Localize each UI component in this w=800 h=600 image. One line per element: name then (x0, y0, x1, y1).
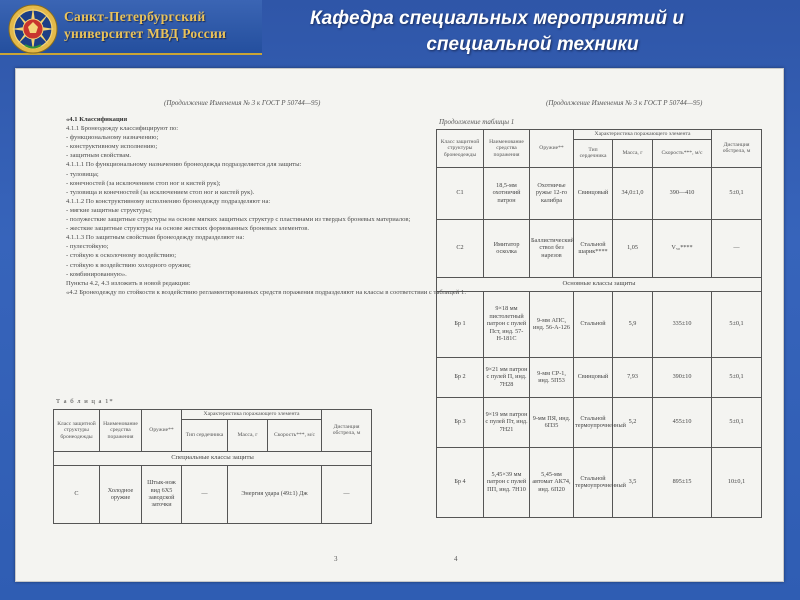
header-speed: Скорость***, м/с (268, 419, 322, 451)
header-means: Наименование средства поражения (100, 410, 142, 452)
slide-header (0, 0, 800, 62)
cell-means: 18,5-мм охотничий патрон (484, 167, 530, 219)
scanned-document (15, 68, 784, 582)
cell-speed: 390±10 (653, 357, 712, 397)
cell-distance: — (712, 219, 762, 277)
cell-class: С (54, 465, 100, 523)
cell-class: Бр 2 (437, 357, 484, 397)
text-line: 4.1.1.2 По конструктивному исполнению бронеодежду подразделяют на: (66, 197, 271, 205)
text-line: - стойкую к воздействию холодного оружия; (66, 261, 191, 269)
cell-speed: 335±10 (653, 291, 712, 357)
protection-class-table (53, 409, 372, 524)
table-section-special: Специальные классы защиты (54, 451, 372, 465)
university-name (64, 8, 260, 42)
text-line: - конструктивному исполнению; (66, 143, 158, 151)
text-line: - туловища и конечностей (за исключением стоп ног и кистей рук). (66, 188, 255, 196)
table-continuation-label: Продолжение таблицы 1 (439, 118, 515, 126)
cell-weapon: 5,45-мм автомат АК74, инд. 6П20 (530, 447, 574, 517)
running-head: (Продолжение Изменения № 3 к ГОСТ Р 50744—95) (164, 99, 321, 107)
cell-weapon: Охотничье ружье 12-го калибра (530, 167, 574, 219)
header-distance: Дистанция обстрела, м (712, 130, 762, 168)
header-characteristics: Характеристика поражающего элемента (574, 130, 712, 140)
university-logo-panel (0, 0, 262, 55)
cell-means: 9×21 мм патрон с пулей П, инд. 7Н28 (484, 357, 530, 397)
cell-class: С2 (437, 219, 484, 277)
cell-weapon: Баллистический ствол без нарезов (530, 219, 574, 277)
cell-type: Свинцовый (574, 357, 613, 397)
cell-class: С1 (437, 167, 484, 219)
cell-distance: 5±0,1 (712, 397, 762, 447)
cell-type: Стальной (574, 291, 613, 357)
text-line: - полужесткие защитные структуры на основе мягких защитных структур с пластинами из твердых броневых материалов; (66, 216, 411, 224)
header-mass: Масса, г (613, 139, 653, 167)
cell-speed: 390—410 (653, 167, 712, 219)
text-line: - комбинированную». (66, 270, 127, 278)
header-distance: Дистанция обстрела, м (322, 410, 372, 452)
text-line: - защитным свойствам. (66, 152, 132, 160)
document-page-right (396, 69, 785, 583)
table-row (437, 447, 762, 517)
cell-speed: 895±15 (653, 447, 712, 517)
header-class: Класс защитной структуры бронеодежды (54, 410, 100, 452)
table-row (437, 357, 762, 397)
text-line: - туловища; (66, 170, 99, 178)
text-line: «4.2 Бронеодежду по стойкости к воздействию регламентированных средств поражения подразделяют на классы в соответствии с таблицей 1. (66, 288, 466, 296)
cell-means: 5,45×39 мм патрон с пулей ПП, инд. 7Н10 (484, 447, 530, 517)
cell-distance: 5±0,1 (712, 167, 762, 219)
cell-mass: 3,5 (613, 447, 653, 517)
header-type: Тип сердечника (182, 419, 228, 451)
cell-type: Стальной термоупрочненный (574, 397, 613, 447)
cell-speed: V₅₀**** (653, 219, 712, 277)
cell-type: Свинцовый (574, 167, 613, 219)
university-name-line-2: университет МВД России (64, 26, 227, 41)
cell-class: Бр 1 (437, 291, 484, 357)
text-line: 4.1.1.3 По защитным свойствам бронеодежду подразделяют на: (66, 234, 245, 242)
cell-class: Бр 4 (437, 447, 484, 517)
text-line: 4.1.1 Бронеодежду классифицируют по: (66, 125, 179, 133)
cell-means: 9×18 мм пистолетный патрон с пулей Пст, инд. 57-Н-181С (484, 291, 530, 357)
text-line: - стойкую к осколочному воздействию; (66, 252, 177, 260)
text-line: Пункты 4.2, 4.3 изложить в новой редакции: (66, 279, 191, 287)
cell-type: — (182, 465, 228, 523)
page-number: 4 (454, 555, 458, 563)
slide-title-line-2: специальной техники (426, 34, 639, 55)
cell-weapon: 9-мм АПС, инд. 56-А-126 (530, 291, 574, 357)
header-mass: Масса, г (228, 419, 268, 451)
cell-type: Стальной термоупрочненный (574, 447, 613, 517)
cell-weapon: Штык-нож вид 6Х5 заводской заточки (142, 465, 182, 523)
header-characteristics: Характеристика поражающего элемента (182, 410, 322, 420)
cell-means: 9×19 мм патрон с пулей Пт, инд. 7Н21 (484, 397, 530, 447)
page-number: 3 (334, 555, 338, 563)
running-head: (Продолжение Изменения № 3 к ГОСТ Р 50744—95) (546, 99, 703, 107)
slide-title (270, 6, 795, 58)
cell-distance: 5±0,1 (712, 291, 762, 357)
table-row (437, 291, 762, 357)
text-line: - конечностей (за исключением стоп ног и кистей рук); (66, 179, 221, 187)
text-line: «4.1 Классификация (66, 116, 128, 123)
text-line: - пулестойкую; (66, 243, 109, 251)
cell-distance: — (322, 465, 372, 523)
header-class: Класс защитной структуры бронеодежды (437, 130, 484, 168)
cell-speed: 455±10 (653, 397, 712, 447)
cell-means: Имитатор осколка (484, 219, 530, 277)
slide-title-line-1: Кафедра специальных мероприятий и (310, 8, 684, 29)
table-label: Т а б л и ц а 1* (56, 398, 114, 405)
header-speed: Скорость***, м/с (653, 139, 712, 167)
cell-means: Холодное оружие (100, 465, 142, 523)
header-weapon: Оружие** (142, 410, 182, 452)
cell-type: Стальной шарик**** (574, 219, 613, 277)
cell-distance: 5±0,1 (712, 357, 762, 397)
cell-mass: 34,0±1,0 (613, 167, 653, 219)
cell-weapon: 9-мм СР-1, инд. 5П53 (530, 357, 574, 397)
mvd-university-emblem-icon (7, 3, 59, 55)
text-line: - функциональному назначению; (66, 134, 159, 142)
text-line: 4.1.1.1 По функциональному назначению бронеодежда подразделяется для защиты: (66, 161, 302, 169)
header-means: Наименование средства поражения (484, 130, 530, 168)
header-type: Тип сердечника (574, 139, 613, 167)
table-row (437, 219, 762, 277)
cell-class: Бр 3 (437, 397, 484, 447)
table-row (54, 465, 372, 523)
cell-mass: 5,9 (613, 291, 653, 357)
text-line: - мягкие защитные структуры; (66, 206, 152, 214)
cell-mass: 7,93 (613, 357, 653, 397)
cell-mass: 5,2 (613, 397, 653, 447)
header-weapon: Оружие** (530, 130, 574, 168)
cell-distance: 10±0,1 (712, 447, 762, 517)
table-row (437, 167, 762, 219)
cell-weapon: 9-мм ПЯ, инд. 6П35 (530, 397, 574, 447)
cell-mass-speed: Энергия удара (49±1) Дж (228, 465, 322, 523)
text-line: - жесткие защитные структуры на основе жестких формованных броневых элементов. (66, 225, 309, 233)
cell-mass: 1,05 (613, 219, 653, 277)
protection-class-table-continued (436, 129, 762, 518)
table-row (437, 397, 762, 447)
university-name-line-1: Санкт-Петербургский (64, 9, 206, 24)
table-section-main: Основные классы защиты (437, 277, 762, 291)
